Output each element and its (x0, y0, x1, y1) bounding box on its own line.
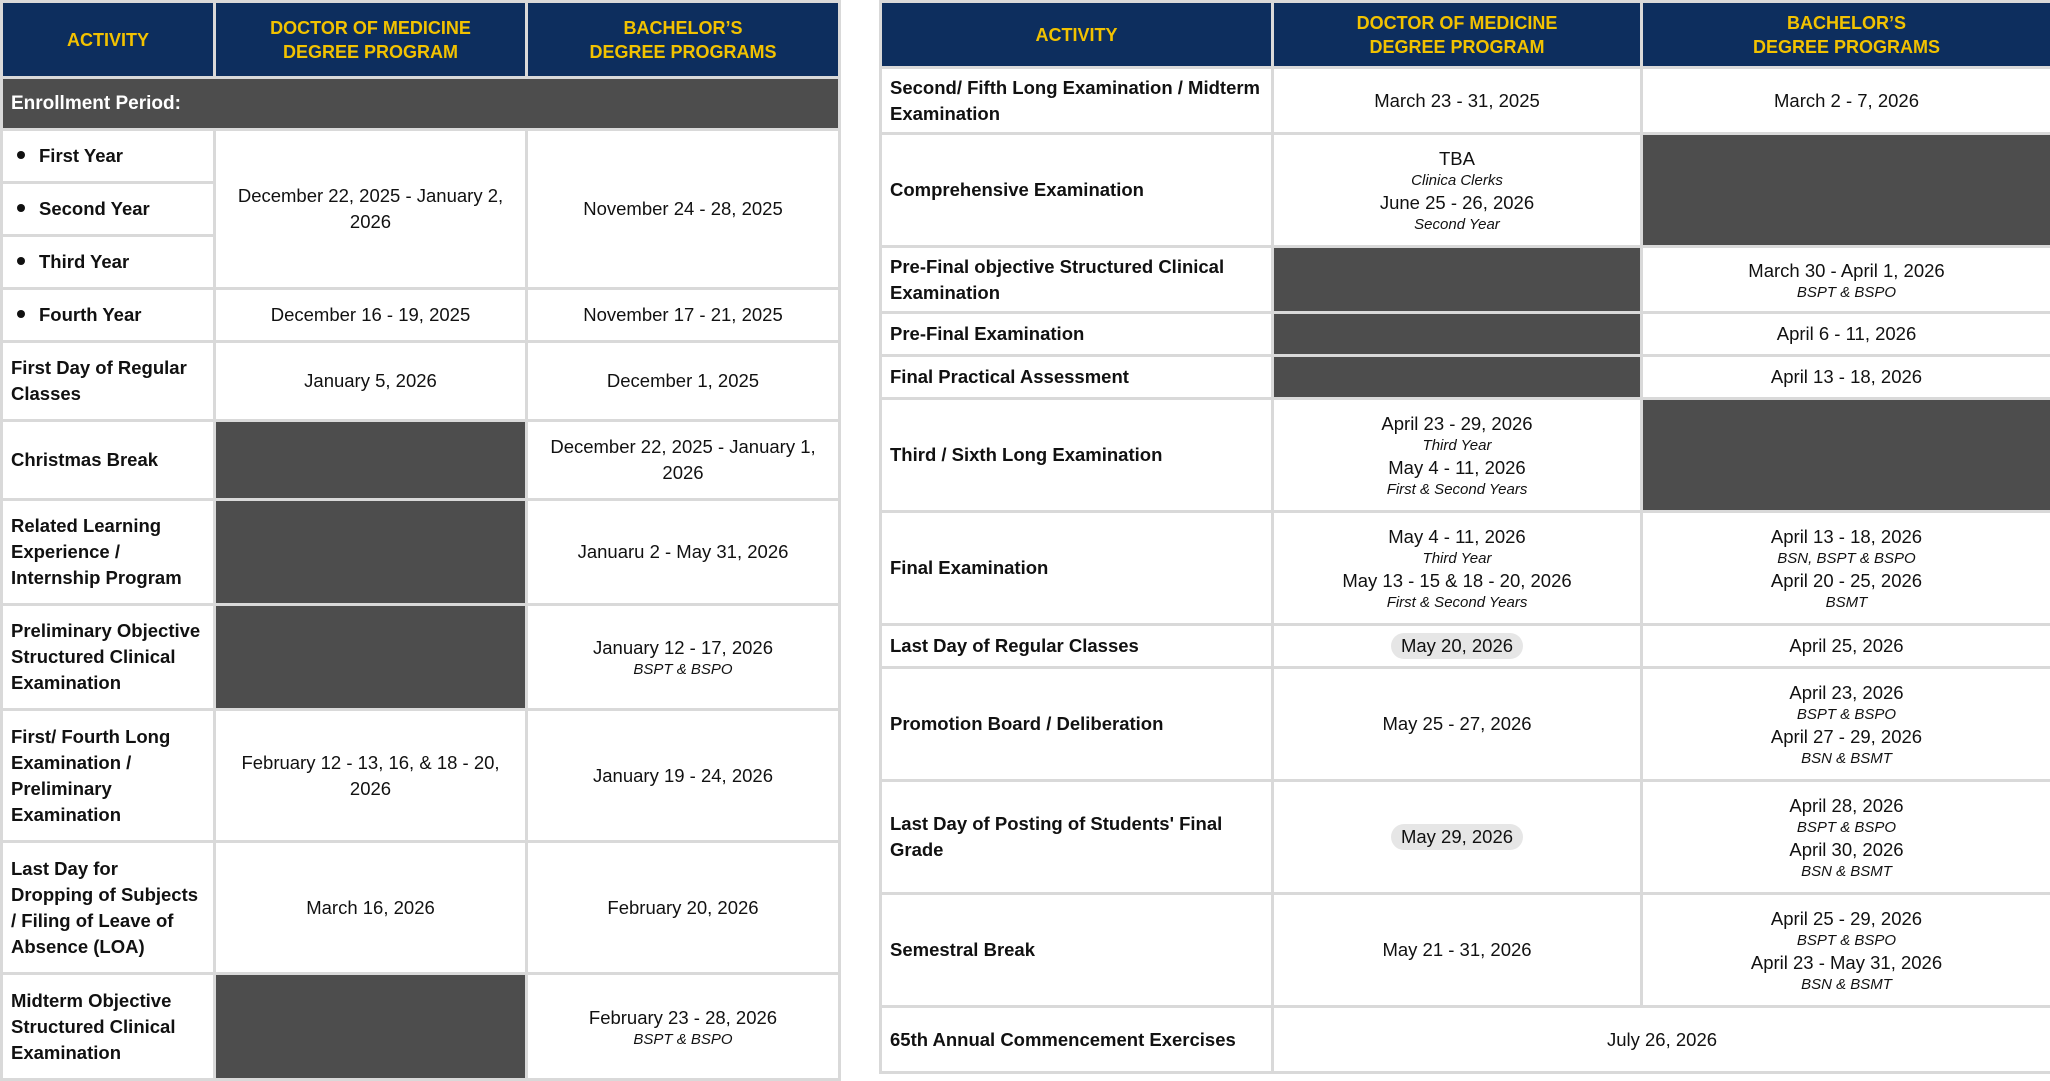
ba-date-cell (527, 500, 840, 605)
date-text: February 23 - 28, 2026 (536, 1005, 830, 1031)
commencement-row (881, 1007, 2050, 1073)
activity-cell: Third / Sixth Long Examination (881, 399, 1273, 512)
ba-date-cell (1642, 68, 2050, 134)
right-header-activity: ACTIVITY (881, 2, 1273, 68)
date-text: April 27 - 29, 2026 (1651, 724, 2042, 750)
activity-cell: Semestral Break (881, 894, 1273, 1007)
right-header-row (881, 2, 2050, 68)
table-row (2, 342, 840, 421)
md-not-applicable-cell (215, 605, 527, 710)
activity-cell: Christmas Break (2, 421, 215, 500)
commencement-date: July 26, 2026 (1273, 1007, 2050, 1073)
md-date-cell: March 16, 2026 (215, 842, 527, 974)
date-text: April 6 - 11, 2026 (1651, 321, 2042, 347)
date-text: April 28, 2026 (1651, 793, 2042, 819)
date-text (1282, 633, 1632, 659)
table-row (881, 625, 2050, 668)
ba-date-cell (527, 842, 840, 974)
table-row (881, 894, 2050, 1007)
date-text: May 25 - 27, 2026 (1282, 711, 1632, 737)
bullet-icon (17, 204, 25, 212)
year-third: Third Year (2, 236, 215, 289)
ba-date-cell (1642, 894, 2050, 1007)
enroll-ba-1-3: November 24 - 28, 2025 (527, 130, 840, 289)
commencement-activity: 65th Annual Commencement Exercises (881, 1007, 1273, 1073)
activity-cell: Last Day for Dropping of Subjects / Filing of Leave of Absence (LOA) (2, 842, 215, 974)
ba-date-cell (527, 974, 840, 1080)
left-header-activity: ACTIVITY (2, 2, 215, 78)
activity-cell: First Day of Regular Classes (2, 342, 215, 421)
activity-cell: Last Day of Regular Classes (881, 625, 1273, 668)
date-text: April 25 - 29, 2026 (1651, 906, 2042, 932)
activity-cell: Final Practical Assessment (881, 356, 1273, 399)
date-text: December 1, 2025 (536, 368, 830, 394)
activity-cell: Pre-Final objective Structured Clinical Examination (881, 247, 1273, 313)
right-header-md: DOCTOR OF MEDICINE DEGREE PROGRAM (1273, 2, 1642, 68)
activity-cell: Pre-Final Examination (881, 313, 1273, 356)
md-date-cell (1273, 68, 1642, 134)
md-date-cell (1273, 134, 1642, 247)
program-note: BSPT & BSPO (1651, 932, 2042, 950)
program-note: BSMT (1651, 594, 2042, 612)
program-note: BSPT & BSPO (1651, 284, 2042, 302)
table-row (881, 134, 2050, 247)
date-text: April 23 - May 31, 2026 (1651, 950, 2042, 976)
left-header-ba: BACHELOR’S DEGREE PROGRAMS (527, 2, 840, 78)
md-date-cell: February 12 - 13, 16, & 18 - 20, 2026 (215, 710, 527, 842)
activity-cell: Comprehensive Examination (881, 134, 1273, 247)
md-date-cell (1273, 512, 1642, 625)
date-text: April 23, 2026 (1651, 680, 2042, 706)
left-header-md: DOCTOR OF MEDICINE DEGREE PROGRAM (215, 2, 527, 78)
date-text: March 2 - 7, 2026 (1651, 88, 2042, 114)
table-row (2, 500, 840, 605)
ba-date-cell (1642, 247, 2050, 313)
table-row (2, 421, 840, 500)
md-not-applicable-cell (1273, 356, 1642, 399)
md-not-applicable-cell (215, 974, 527, 1080)
activity-cell: Promotion Board / Deliberation (881, 668, 1273, 781)
date-text: April 30, 2026 (1651, 837, 2042, 863)
enrollment-period-row (2, 78, 840, 130)
ba-date-cell (527, 605, 840, 710)
right-rows (881, 68, 2050, 1007)
md-date-cell (1273, 668, 1642, 781)
date-text: March 23 - 31, 2025 (1282, 88, 1632, 114)
year-first: First Year (2, 130, 215, 183)
date-text: December 22, 2025 - January 1, 2026 (536, 434, 830, 486)
date-text: May 4 - 11, 2026 (1282, 524, 1632, 550)
program-note: BSPT & BSPO (1651, 706, 2042, 724)
table-row (881, 313, 2050, 356)
left-calendar-table (0, 0, 841, 1081)
md-not-applicable-cell (215, 500, 527, 605)
enroll-md-1-3: December 22, 2025 - January 2, 2026 (215, 130, 527, 289)
date-text: April 23 - 29, 2026 (1282, 411, 1632, 437)
ba-date-cell (1642, 512, 2050, 625)
activity-cell: Preliminary Objective Structured Clinical Examination (2, 605, 215, 710)
date-text: April 13 - 18, 2026 (1651, 524, 2042, 550)
program-note: First & Second Years (1282, 594, 1632, 612)
date-text: May 4 - 11, 2026 (1282, 455, 1632, 481)
program-note: BSN & BSMT (1651, 750, 2042, 768)
bullet-icon (17, 310, 25, 318)
md-date-cell: January 5, 2026 (215, 342, 527, 421)
date-text: May 21 - 31, 2026 (1282, 937, 1632, 963)
table-row (881, 399, 2050, 512)
right-header-ba: BACHELOR’S DEGREE PROGRAMS (1642, 2, 2050, 68)
activity-cell: Second/ Fifth Long Examination / Midterm Examination (881, 68, 1273, 134)
date-text: April 25, 2026 (1651, 633, 2042, 659)
program-note: First & Second Years (1282, 481, 1632, 499)
ba-date-cell (527, 710, 840, 842)
bullet-icon (17, 257, 25, 265)
left-rows (2, 342, 840, 1080)
year-fourth: Fourth Year (2, 289, 215, 342)
table-row (2, 289, 840, 342)
date-text: Januaru 2 - May 31, 2026 (536, 539, 830, 565)
md-date-cell (1273, 399, 1642, 512)
date-text: April 13 - 18, 2026 (1651, 364, 2042, 390)
ba-date-cell (1642, 625, 2050, 668)
program-note: BSPT & BSPO (1651, 819, 2042, 837)
table-row (881, 247, 2050, 313)
table-row (881, 781, 2050, 894)
md-not-applicable-cell (215, 421, 527, 500)
year-second: Second Year (2, 183, 215, 236)
table-row (2, 130, 840, 183)
table-row (881, 356, 2050, 399)
activity-cell: First/ Fourth Long Examination / Preliminary Examination (2, 710, 215, 842)
left-header-row (2, 2, 840, 78)
ba-date-cell (1642, 356, 2050, 399)
enrollment-period-label: Enrollment Period: (2, 78, 840, 130)
ba-date-cell (1642, 781, 2050, 894)
date-text: January 19 - 24, 2026 (536, 763, 830, 789)
right-calendar-table (879, 0, 2050, 1074)
highlighted-date: May 29, 2026 (1391, 824, 1523, 850)
ba-not-applicable-cell (1642, 399, 2050, 512)
program-note: BSN, BSPT & BSPO (1651, 550, 2042, 568)
ba-date-cell (1642, 313, 2050, 356)
program-note: Third Year (1282, 437, 1632, 455)
activity-cell: Midterm Objective Structured Clinical Examination (2, 974, 215, 1080)
date-text (1282, 824, 1632, 850)
table-row (881, 512, 2050, 625)
date-text: March 30 - April 1, 2026 (1651, 258, 2042, 284)
md-not-applicable-cell (1273, 247, 1642, 313)
ba-date-cell (527, 421, 840, 500)
date-text: April 20 - 25, 2026 (1651, 568, 2042, 594)
program-note: Third Year (1282, 550, 1632, 568)
table-row (2, 974, 840, 1080)
program-note: Second Year (1282, 216, 1632, 234)
activity-cell: Last Day of Posting of Students' Final Grade (881, 781, 1273, 894)
program-note: BSPT & BSPO (536, 661, 830, 679)
enroll-ba-4: November 17 - 21, 2025 (527, 289, 840, 342)
activity-cell: Related Learning Experience / Internship Program (2, 500, 215, 605)
ba-not-applicable-cell (1642, 134, 2050, 247)
table-row (2, 842, 840, 974)
md-date-cell (1273, 894, 1642, 1007)
program-note: Clinica Clerks (1282, 172, 1632, 190)
highlighted-date: May 20, 2026 (1391, 633, 1523, 659)
bullet-icon (17, 151, 25, 159)
date-text: January 12 - 17, 2026 (536, 635, 830, 661)
table-row (881, 68, 2050, 134)
table-row (881, 668, 2050, 781)
ba-date-cell (1642, 668, 2050, 781)
ba-date-cell (527, 342, 840, 421)
activity-cell: Final Examination (881, 512, 1273, 625)
table-row (2, 710, 840, 842)
date-text: TBA (1282, 146, 1632, 172)
program-note: BSPT & BSPO (536, 1031, 830, 1049)
table-row (2, 605, 840, 710)
date-text: June 25 - 26, 2026 (1282, 190, 1632, 216)
md-date-cell (1273, 625, 1642, 668)
enroll-md-4: December 16 - 19, 2025 (215, 289, 527, 342)
date-text: February 20, 2026 (536, 895, 830, 921)
program-note: BSN & BSMT (1651, 976, 2042, 994)
program-note: BSN & BSMT (1651, 863, 2042, 881)
md-not-applicable-cell (1273, 313, 1642, 356)
md-date-cell (1273, 781, 1642, 894)
date-text: May 13 - 15 & 18 - 20, 2026 (1282, 568, 1632, 594)
